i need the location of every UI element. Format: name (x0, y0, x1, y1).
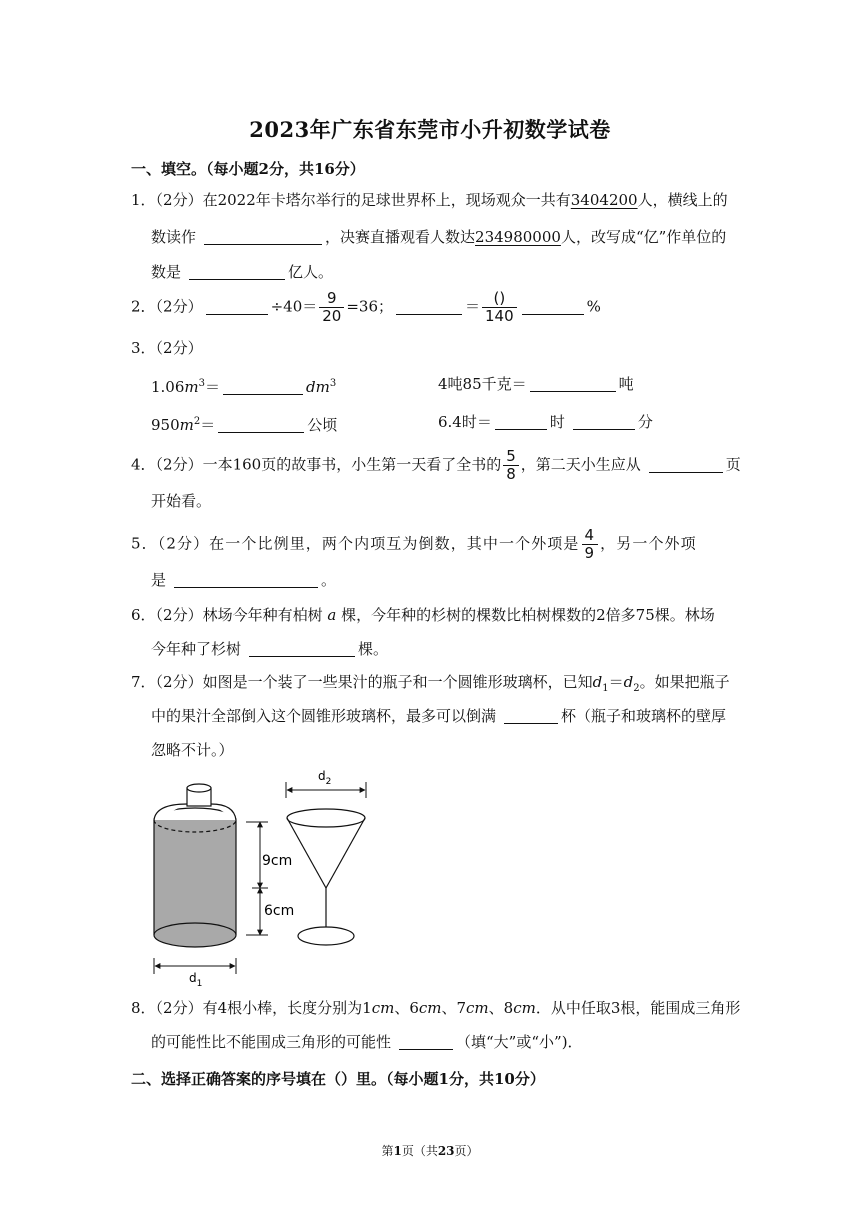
q6-line-2: 今年种了杉树 棵。 (151, 640, 389, 658)
q2-blank-1[interactable] (206, 297, 268, 315)
d2-dimension (286, 770, 366, 798)
bottle-and-cone-figure (140, 770, 380, 990)
label-d1: $d_1$ (189, 971, 203, 989)
section-1-heading: 一、填空。（每小题2分，共16分） (131, 160, 365, 178)
q1-text-b: 人，横线上的 (637, 191, 728, 209)
q5-line-2: 是 。 (151, 571, 337, 589)
q3-conversion-3: $950m^2=$ 公顷 (151, 416, 338, 434)
total-pages: 23 (437, 1144, 455, 1158)
q2-fraction-1: $\frac{9}{20}$ (319, 290, 344, 325)
q4-blank[interactable] (649, 455, 723, 473)
q3-conversion-1: $1.06m^3= dm^3$ (151, 378, 337, 396)
q3-blank-3[interactable] (218, 415, 304, 433)
q5-blank[interactable] (174, 570, 318, 588)
bottle-body (154, 804, 236, 947)
q2-text-b: ÷40＝ (270, 297, 318, 316)
q3-blank-1[interactable] (223, 377, 303, 395)
section-2-heading: 二、选择正确答案的序号填在（）里。（每小题1分，共10分） (131, 1070, 545, 1088)
q1-number-2: 234980000 (475, 228, 561, 246)
q3-blank-2[interactable] (530, 374, 616, 392)
q1-line-1 (131, 188, 731, 212)
q3-header: 3．（2分） (131, 339, 203, 357)
q4-line-1: 4．（2分）一本160页的故事书，小生第一天看了全书的 $\frac{5}{8}$ ，第二天小生应从 页 (131, 447, 741, 483)
q6-blank[interactable] (249, 639, 355, 657)
q1-blank-1[interactable] (204, 227, 322, 245)
q1-text-g: 亿人。 (288, 263, 334, 281)
d1-dimension (154, 958, 236, 989)
q2-text-d: ＝ (465, 297, 481, 316)
q3-blank-4[interactable] (495, 412, 547, 430)
q1-text-a: 1．（2分）在2022年卡塔尔举行的足球世界杯上，现场观众一共有 (131, 191, 571, 209)
q7-blank[interactable] (504, 706, 558, 724)
q7-line-1: 7．（2分）如图是一个装了一些果汁的瓶子和一个圆锥形玻璃杯，已知$d_1=d_2$。如果把瓶子 (131, 673, 730, 694)
q3-conversion-2: 4吨85千克＝ 吨 (438, 375, 634, 393)
label-d2: $d_2$ (318, 770, 332, 787)
page-footer: 第1页（共23页） (381, 1144, 479, 1158)
q4-line-2: 开始看。 (151, 492, 212, 510)
page-title: 2023年广东省东莞市小升初数学试卷 (249, 117, 611, 142)
cone-glass (287, 809, 365, 945)
q5-fraction: $\frac{4}{9}$ (582, 527, 599, 562)
q8-line-2: 的可能性比不能围成三角形的可能性 （填“大”或“小”)． (151, 1033, 583, 1051)
q3-blank-5[interactable] (573, 412, 635, 430)
bottle-cap (187, 784, 211, 806)
q2-text-c: =36； (346, 297, 393, 316)
label-9cm: 9cm (262, 853, 293, 869)
q6-line-1: 6．（2分）林场今年种有柏树 a 棵，今年种的杉树的棵数比柏树棵数的2倍多75棵。林场 (131, 606, 715, 624)
q2-fraction-2: $\frac{()}{140}$ (482, 290, 517, 325)
q2-text-a: 2．（2分） (131, 297, 203, 316)
current-page: 1 (393, 1144, 402, 1158)
q2-blank-2[interactable] (396, 297, 462, 315)
q1-line-3 (151, 260, 751, 284)
q8-blank[interactable] (399, 1032, 453, 1050)
q1-text-f: 数是 (151, 263, 182, 281)
q7-line-3: 忽略不计。） (151, 741, 234, 759)
q7-line-2: 中的果汁全部倒入这个圆锥形玻璃杯，最多可以倒满 杯（瓶子和玻璃杯的壁厚 (151, 707, 727, 725)
q3-conversion-4: 6.4时＝ 时 分 (438, 413, 653, 431)
q5-line-1: 5．（2分）在一个比例里，两个内项互为倒数，其中一个外项是 $\frac{4}{9}$ ，另一个外项 (131, 526, 697, 562)
label-6cm: 6cm (264, 903, 295, 919)
q1-text-c: 数读作 (151, 228, 197, 246)
q1-line-2 (151, 225, 751, 249)
q2-blank-3[interactable] (522, 297, 584, 315)
height-dimension (246, 822, 294, 935)
q1-text-e: 人，改写成“亿”作单位的 (560, 228, 727, 246)
q2-line (131, 290, 731, 325)
q8-line-1: 8．（2分）有4根小棒，长度分别为1cm、6cm、7cm、8cm．从中任取3根，能围成三角形 (131, 999, 741, 1017)
q1-blank-2[interactable] (189, 262, 285, 280)
q2-text-e: % (586, 297, 601, 316)
q4-fraction: $\frac{5}{8}$ (503, 448, 519, 483)
q1-number-1: 3404200 (570, 191, 638, 209)
q1-text-d: ，决赛直播观看人数达 (325, 228, 476, 246)
